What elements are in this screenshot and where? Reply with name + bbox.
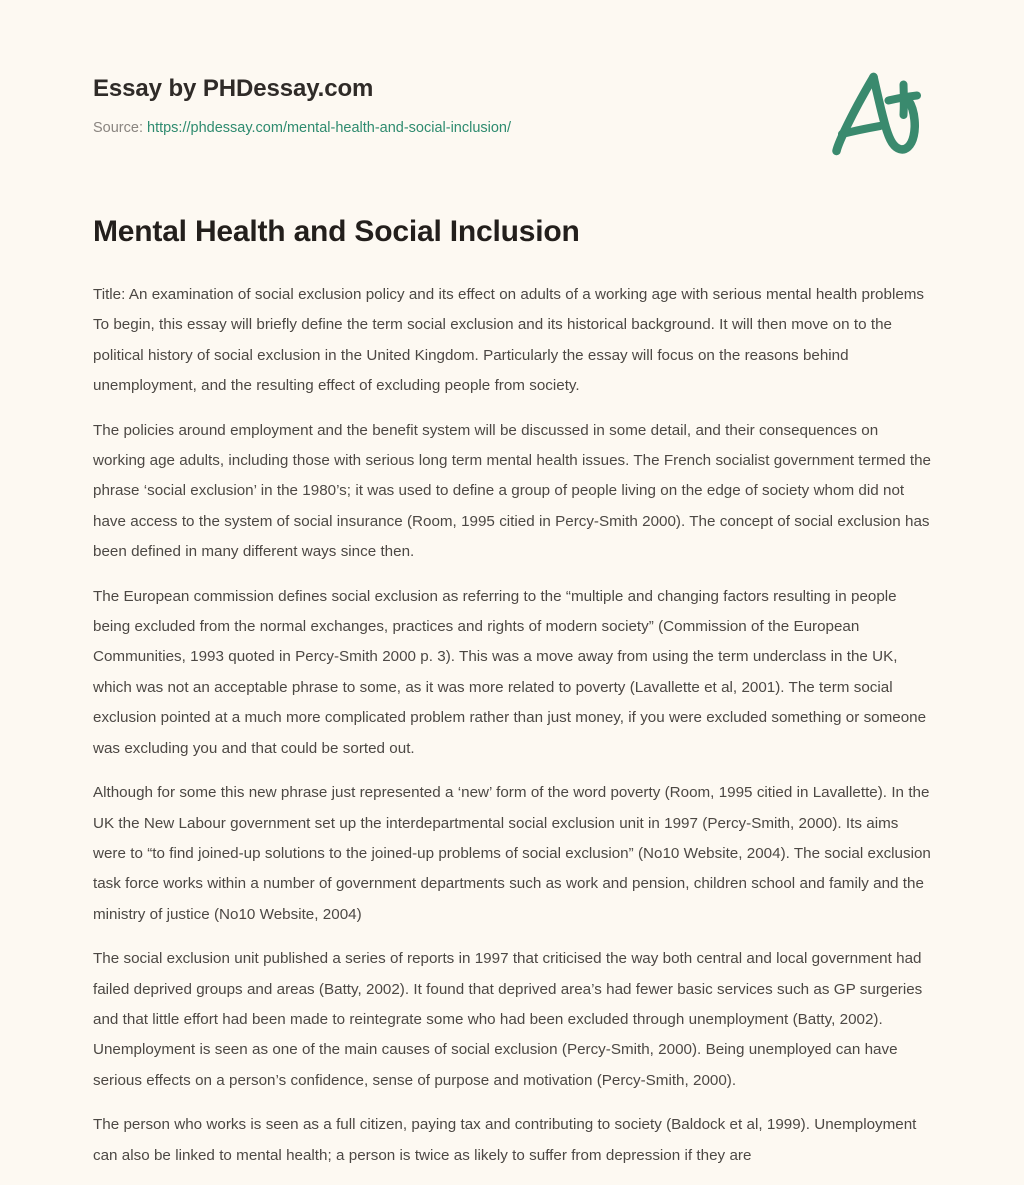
article-paragraph: The policies around employment and the benefit system will be discussed in some detail, and their consequences on working age adults, including those with serious long term mental health issues. The French socialist government termed the phrase ‘social exclusion’ in the 1980’s; it was used to define a group of people living on the edge of society whom did not have access to the system of social insurance (Room, 1995 citied in Percy-Smith 2000). The concept of social exclusion has been defined in many different ways since then. xyxy=(93,421,932,561)
page-title: Mental Health and Social Inclusion xyxy=(93,215,580,248)
source-line xyxy=(93,120,511,136)
article-paragraph: Although for some this new phrase just represented a ‘new’ form of the word poverty (Room, 1995 citied in Lavallette). In the UK the New Labour government set up the interdepartmental social exclusion unit in 1997 (Percy-Smith, 2000). Its aims were to “to find joined-up solutions to the joined-up problems of social exclusion” (No10 Website, 2004). The social exclusion task force works within a number of government departments such as work and pension, children school and family and the ministry of justice (No10 Website, 2004) xyxy=(93,784,931,923)
source-label: Source: xyxy=(93,120,147,136)
article-paragraph: The person who works is seen as a full citizen, paying tax and contributing to society (Baldock et al, 1999). Unemployment can also be linked to mental health; a person is twice as likely to suffer from depression if they are xyxy=(93,1116,917,1164)
article-paragraph: Title: An examination of social exclusion policy and its effect on adults of a working age with serious mental health problems To begin, this essay will briefly define the term social exclusion and its historical background. It will then move on to the political history of social exclusion in the United Kingdom. Particularly the essay will focus on the reasons behind unemployment, and the resulting effect of excluding people from society. xyxy=(93,286,925,395)
source-url-link[interactable]: https://phdessay.com/mental-health-and-social-inclusion/ xyxy=(147,120,512,136)
article-paragraph: The European commission defines social exclusion as referring to the “multiple and changing factors resulting in people being excluded from the normal exchanges, practices and rights of modern society” (Commission of the European Communities, 1993 quoted in Percy-Smith 2000 p. 3). This was a move away from using the term underclass in the UK, which was not an acceptable phrase to some, as it was more related to poverty (Lavallette et al, 2001). The term social exclusion pointed at a much more complicated problem rather than just money, if you were excluded something or someone was excluding you and that could be sorted out. xyxy=(93,587,927,757)
page-header xyxy=(0,0,1024,200)
article-paragraph: The social exclusion unit published a series of reports in 1997 that criticised the way both central and local government had failed deprived groups and areas (Batty, 2002). It found that deprived area’s had fewer basic services such as GP surgeries and that little effort had been made to reintegrate some who had been excluded through unemployment (Batty, 2002). Unemployment is seen as one of the main causes of social exclusion (Percy-Smith, 2000). Being unemployed can have serious effects on a person’s confidence, sense of purpose and motivation (Percy-Smith, 2000). xyxy=(93,950,923,1089)
aplus-logo-icon xyxy=(818,58,930,170)
article-body xyxy=(93,212,933,1185)
brand-title: Essay by PHDessay.com xyxy=(93,75,374,102)
